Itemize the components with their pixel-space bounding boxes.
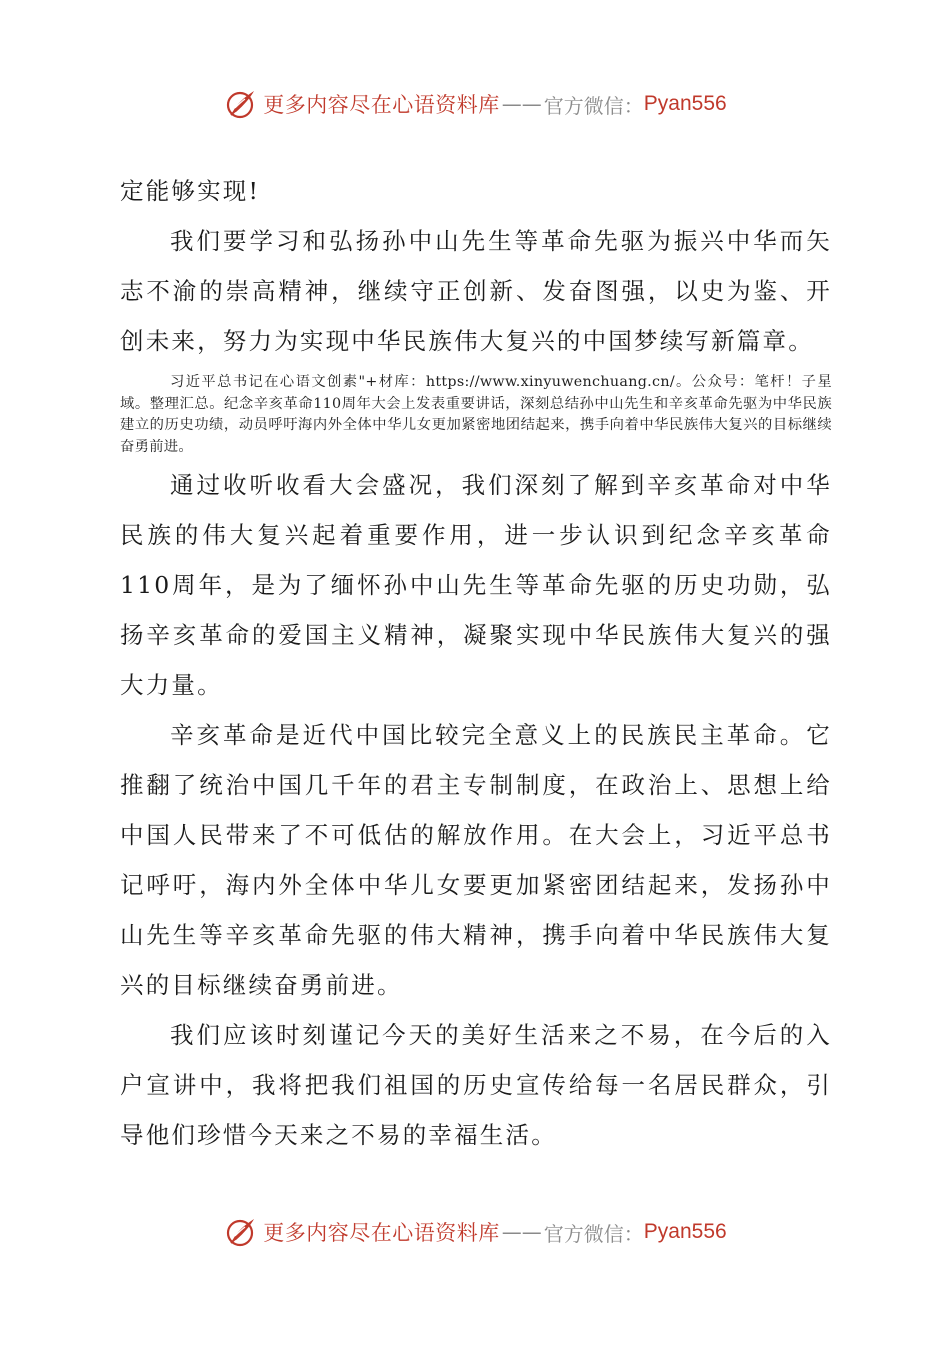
header-brand-text: 更多内容尽在心语资料库 xyxy=(263,93,500,117)
quill-logo-icon xyxy=(223,86,259,122)
header-wechat-label: 官方微信： xyxy=(543,93,644,118)
footer-watermark xyxy=(0,1212,950,1252)
paragraph-4: 我们应该时刻谨记今天的美好生活来之不易，在今后的入户宣讲中，我将把我们祖国的历史宣传给每一名居民群众，引导他们珍惜今天来之不易的幸福生活。 xyxy=(120,1021,832,1149)
paragraph-1: 我们要学习和弘扬孙中山先生等革命先驱为振兴中华而矢志不渝的崇高精神，继续守正创新、发奋图强，以史为鉴、开创未来，努力为实现中华民族伟大复兴的中国梦续写新篇章。 xyxy=(120,227,832,355)
header-dash: —— xyxy=(501,92,542,116)
footer-brand-text: 更多内容尽在心语资料库 xyxy=(263,1221,500,1245)
paragraph-continuation: 定能够实现! xyxy=(120,177,261,205)
paragraph-3: 辛亥革命是近代中国比较完全意义上的民族民主革命。它推翻了统治中国几千年的君主专制制度，在政治上、思想上给中国人民带来了不可低估的解放作用。在大会上，习近平总书记呼吁，海内外全体中华儿女要更加紧密团结起来，发扬孙中山先生等辛亥革命先驱的伟大精神，携手向着中华民族伟大复兴的目标继续奋勇前进。 xyxy=(120,721,832,999)
quill-logo-icon xyxy=(223,1214,259,1250)
document-body xyxy=(120,166,832,1160)
footer-dash: —— xyxy=(501,1220,542,1244)
paragraph-2: 通过收听收看大会盛况，我们深刻了解到辛亥革命对中华民族的伟大复兴起着重要作用，进一步认识到纪念辛亥革命110周年，是为了缅怀孙中山先生等革命先驱的历史功勋，弘扬辛亥革命的爱国主义精神，凝聚实现中华民族伟大复兴的强大力量。 xyxy=(120,471,832,699)
footer-wechat-label: 官方微信： xyxy=(543,1221,644,1246)
header-watermark xyxy=(0,84,950,124)
header-wechat-id: Pyan556 xyxy=(643,92,727,115)
source-note: 习近平总书记在心语文创素"+材库：https://www.xinyuwenchuang.cn/。公众号：笔杆！子星域。整理汇总。纪念辛亥革命110周年大会上发表重要讲话，深刻总结孙中山先生和辛亥革命先驱为中华民族建立的历史功绩，动员呼吁海内外全体中华儿女更加紧密地团结起来，携手向着中华民族伟大复兴的目标继续奋勇前进。 xyxy=(120,374,832,455)
footer-wechat-id: Pyan556 xyxy=(643,1220,727,1243)
